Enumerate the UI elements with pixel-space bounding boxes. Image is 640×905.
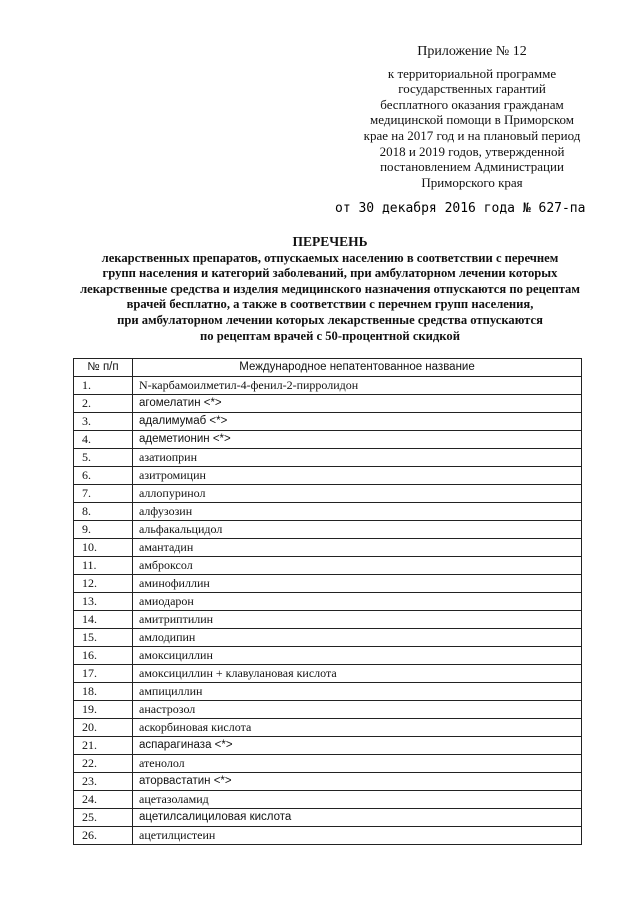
row-drug-name: ацетазоламид [133,791,582,809]
table-row [74,791,582,809]
table-row [74,575,582,593]
row-number: 10. [74,539,133,557]
row-number: 12. [74,575,133,593]
heading-line: по рецептам врачей с 50-процентной скидкой [200,328,460,343]
row-number: 17. [74,665,133,683]
row-drug-name: N-карбамоилметил-4-фенил-2-пирролидон [133,377,582,395]
row-number: 13. [74,593,133,611]
row-number: 2. [74,395,133,413]
appendix-line: крае на 2017 год и на плановый период [363,127,581,143]
medications-table [73,358,582,845]
row-number: 7. [74,485,133,503]
document-title: ПЕРЕЧЕНЬ [292,234,368,249]
row-number: 11. [74,557,133,575]
row-number: 14. [74,611,133,629]
table-row [74,827,582,845]
appendix-line: бесплатного оказания гражданам [380,96,564,112]
row-drug-name: амитриптилин [133,611,582,629]
appendix-line: медицинской помощи в Приморском [370,112,574,128]
row-drug-name: азитромицин [133,467,582,485]
row-drug-name: альфакальцидол [133,521,582,539]
heading-line: при амбулаторном лечении которых лекарственные средства отпускаются [117,312,543,327]
table-row [74,521,582,539]
row-drug-name: ацетилцистеин [133,827,582,845]
row-drug-name: адалимумаб <*> [133,413,582,431]
heading-line: групп населения и категорий заболеваний, при амбулаторном лечении которых [102,266,558,281]
row-number: 26. [74,827,133,845]
table-row [74,755,582,773]
document-heading [60,234,600,344]
table-row [74,503,582,521]
header-number: № п/п [74,359,133,377]
table-row [74,629,582,647]
row-number: 22. [74,755,133,773]
table-row [74,539,582,557]
appendix-number: Приложение № 12 [417,44,527,59]
row-number: 4. [74,431,133,449]
row-drug-name: агомелатин <*> [133,395,582,413]
table-row [74,701,582,719]
table-row [74,467,582,485]
row-number: 6. [74,467,133,485]
table-row [74,593,582,611]
row-number: 25. [74,809,133,827]
row-drug-name: амлодипин [133,629,582,647]
table-row [74,719,582,737]
row-drug-name: адеметионин <*> [133,431,582,449]
row-drug-name: анастрозол [133,701,582,719]
row-number: 15. [74,629,133,647]
table-row [74,557,582,575]
table-body [74,377,582,845]
header-name: Международное непатентованное название [133,359,582,377]
row-drug-name: амиодарон [133,593,582,611]
table-header-row [74,359,582,377]
row-number: 23. [74,773,133,791]
table-row [74,431,582,449]
table-row [74,683,582,701]
row-drug-name: амантадин [133,539,582,557]
row-drug-name: амоксициллин [133,647,582,665]
row-drug-name: аминофиллин [133,575,582,593]
table-row [74,611,582,629]
row-drug-name: аторвастатин <*> [133,773,582,791]
table-row [74,665,582,683]
heading-line: лекарственных препаратов, отпускаемых населению в соответствии с перечнем [101,250,559,265]
heading-line: лекарственные средства и изделия медицинского назначения отпускаются по рецептам [80,281,580,296]
table-row [74,773,582,791]
row-number: 9. [74,521,133,539]
table-row [74,485,582,503]
heading-line: врачей бесплатно, а также в соответствии с перечнем групп населения, [126,297,534,312]
row-number: 19. [74,701,133,719]
table-row [74,647,582,665]
row-drug-name: амброксол [133,557,582,575]
row-number: 21. [74,737,133,755]
table-row [74,413,582,431]
row-drug-name: амоксициллин + клавулановая кислота [133,665,582,683]
row-drug-name: азатиоприн [133,449,582,467]
appendix-block [352,44,592,190]
row-number: 16. [74,647,133,665]
table-row [74,377,582,395]
row-number: 8. [74,503,133,521]
appendix-line: к территориальной программе [387,65,557,81]
decree-date-stamp: от 30 декабря 2016 года № 627-па [335,201,586,216]
row-drug-name: аспарагиназа <*> [133,737,582,755]
row-drug-name: атенолол [133,755,582,773]
appendix-line: постановлением Администрации [380,159,564,175]
row-number: 24. [74,791,133,809]
row-number: 18. [74,683,133,701]
row-drug-name: аллопуринол [133,485,582,503]
row-drug-name: ацетилсалициловая кислота [133,809,582,827]
table-row [74,809,582,827]
row-number: 5. [74,449,133,467]
table-row [74,449,582,467]
row-drug-name: алфузозин [133,503,582,521]
row-number: 3. [74,413,133,431]
table-row [74,737,582,755]
row-drug-name: ампициллин [133,683,582,701]
appendix-line: 2018 и 2019 годов, утвержденной [379,143,565,159]
row-number: 1. [74,377,133,395]
appendix-line: Приморского края [421,174,523,190]
appendix-line: государственных гарантий [398,81,546,97]
row-number: 20. [74,719,133,737]
row-drug-name: аскорбиновая кислота [133,719,582,737]
table-row [74,395,582,413]
